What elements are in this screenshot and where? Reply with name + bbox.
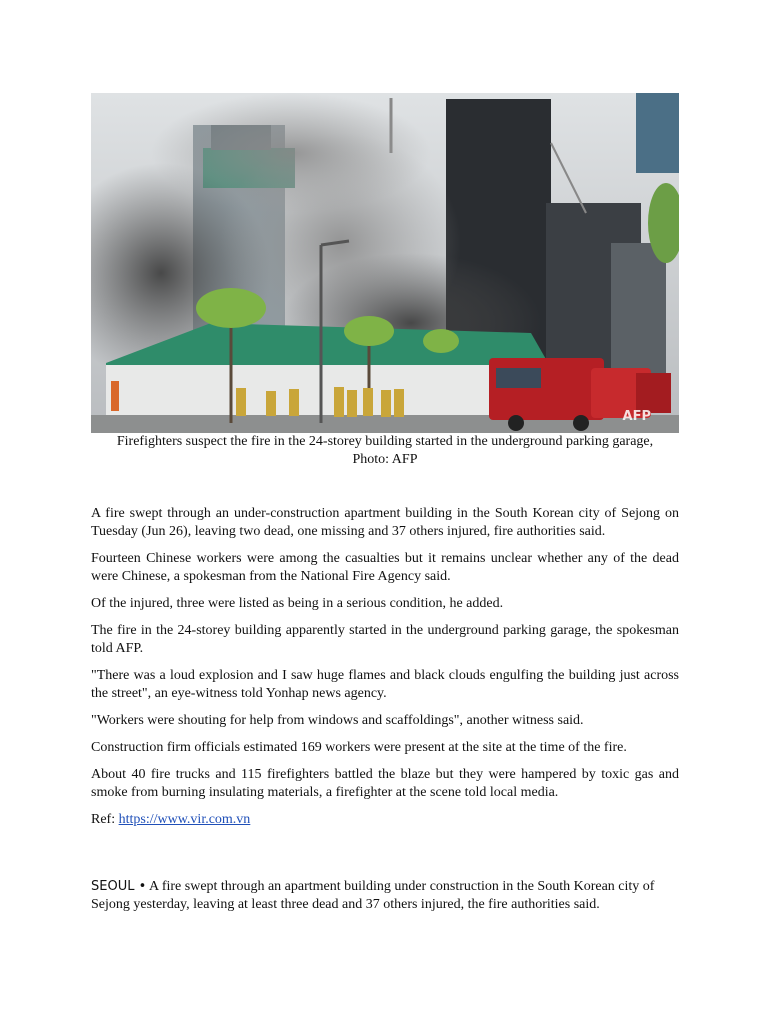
article-paragraph: About 40 fire trucks and 115 firefighters battled the blaze but they were hampered by toxic gas and smoke from burning insulating materials, a firefighter at the scene told local media. [91, 767, 679, 800]
news-photo [91, 93, 679, 433]
article-paragraph: The fire in the 24-storey building apparently started in the underground parking garage, the spokesman told AFP. [91, 623, 679, 656]
article-paragraph: "There was a loud explosion and I saw huge flames and black clouds engulfing the building just across the street", an eye-witness told Yonhap news agency. [91, 668, 679, 701]
article-body [91, 505, 679, 838]
caption-line-2: Photo: AFP [352, 452, 418, 467]
caption-line-1: Firefighters suspect the fire in the 24-storey building started in the underground parking garage, [116, 434, 654, 449]
dateline: SEOUL • [91, 879, 147, 894]
article-paragraph: "Workers were shouting for help from windows and scaffoldings", another witness said. [91, 713, 584, 728]
article-paragraph: Fourteen Chinese workers were among the casualties but it remains unclear whether any of the dead were Chinese, a spokesman from the National Fire Agency said. [91, 551, 679, 584]
article-paragraph: Construction firm officials estimated 169 workers were present at the site at the time of the fire. [91, 740, 627, 755]
photo-caption [91, 433, 679, 469]
fire-scene-illustration [91, 93, 679, 433]
reference-label: Ref: [91, 812, 119, 827]
second-article [91, 878, 679, 914]
reference-link[interactable]: https://www.vir.com.vn [118, 812, 251, 827]
second-article-text: A fire swept through an apartment building under construction in the South Korean city of Sejong yesterday, leaving at least three dead and 37 others injured, the fire authorities said. [91, 879, 655, 912]
photo-watermark: AFP [622, 409, 651, 424]
article-paragraph: A fire swept through an under-construction apartment building in the South Korean city of Sejong on Tuesday (Jun 26), leaving two dead, one missing and 37 others injured, fire authorities said. [91, 506, 679, 539]
article-paragraph: Of the injured, three were listed as being in a serious condition, he added. [91, 596, 504, 611]
reference-line [91, 811, 679, 829]
